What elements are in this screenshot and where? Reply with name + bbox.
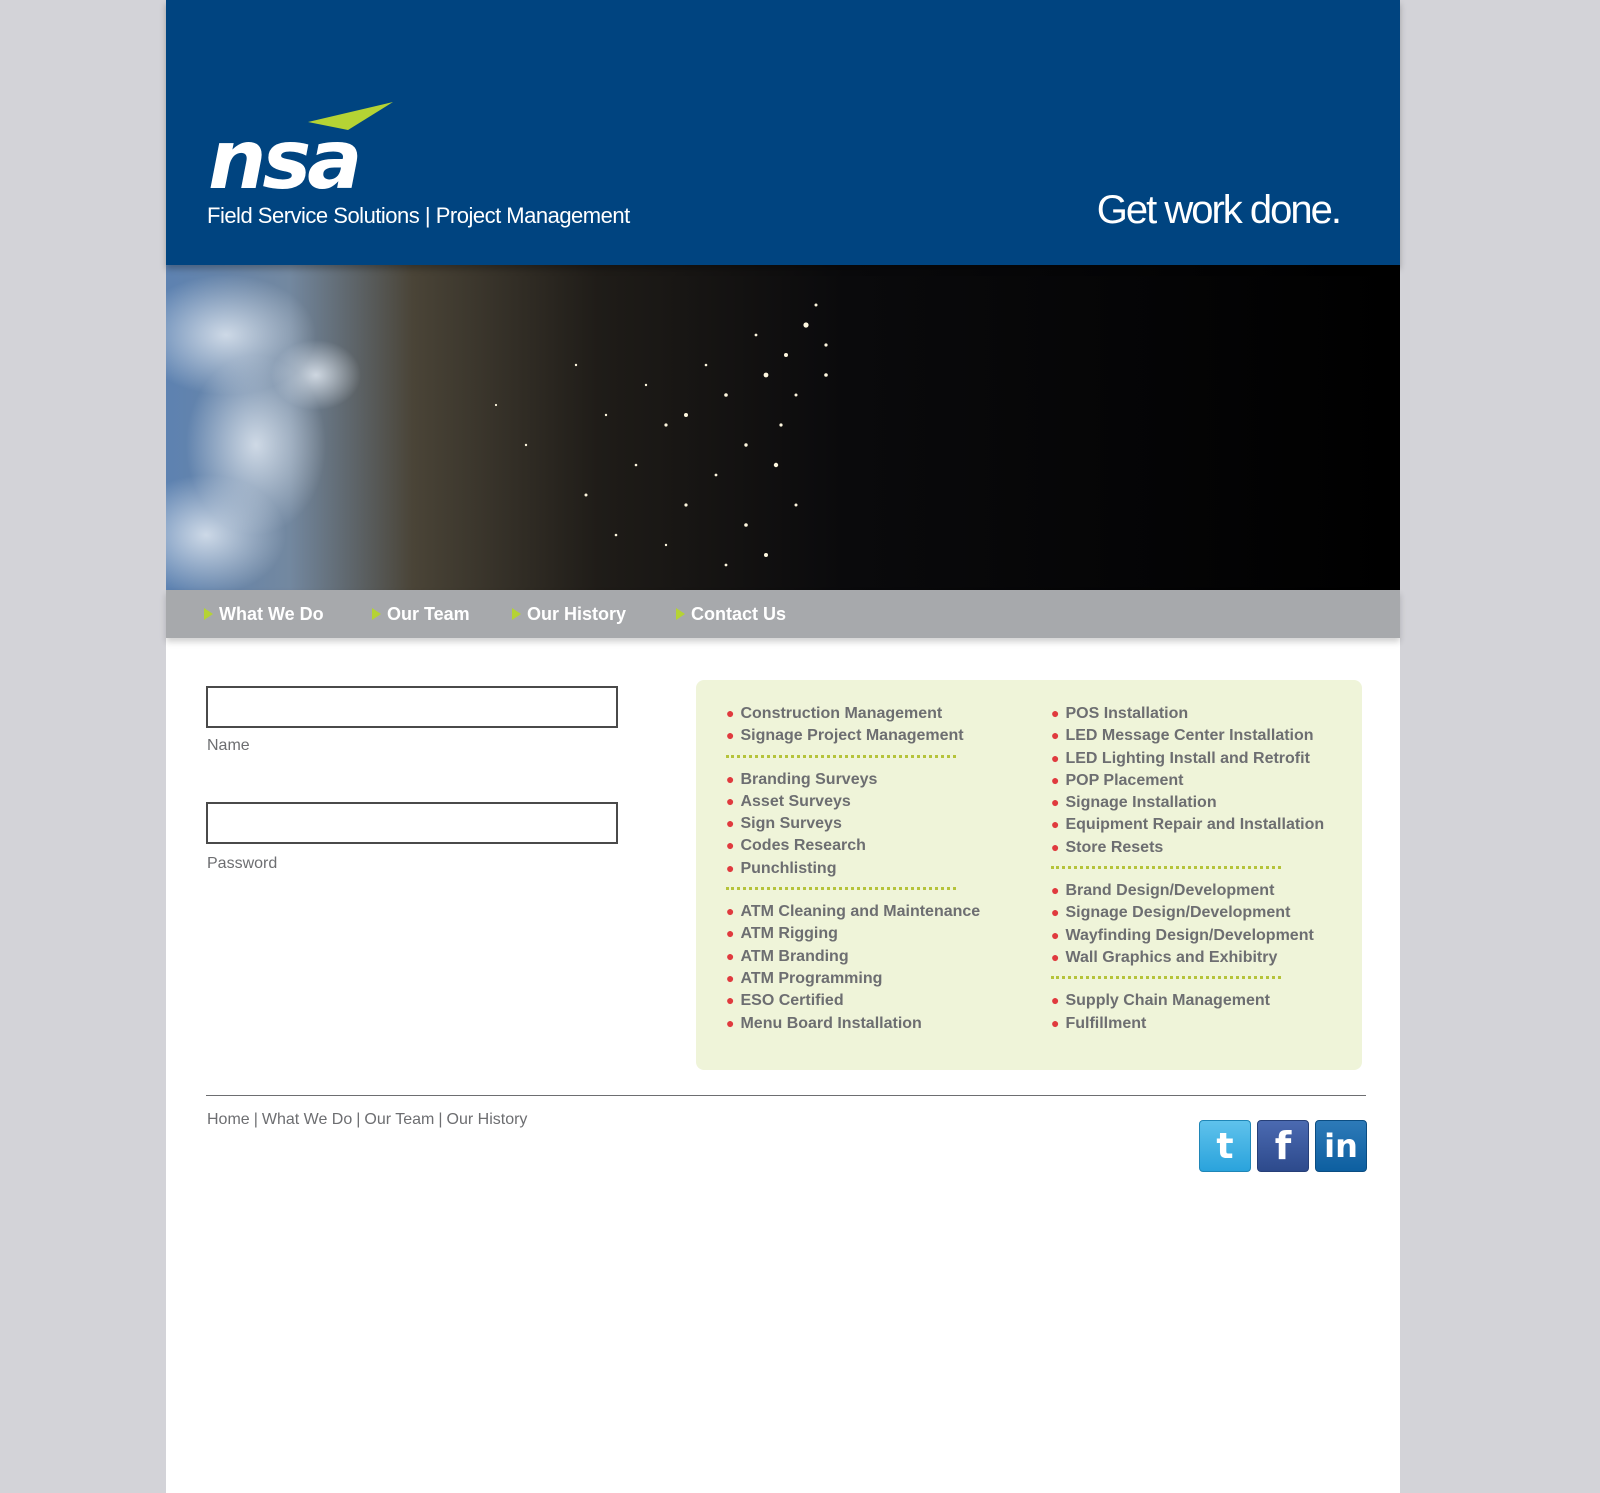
bullet-icon: ● (1051, 948, 1060, 965)
service-label: Codes Research (740, 837, 866, 855)
service-label: Store Resets (1065, 838, 1164, 856)
service-label: Fulfillment (1065, 1014, 1147, 1032)
service-item (1051, 813, 1324, 835)
bullet-icon: ● (726, 992, 735, 1009)
services-column-right (1051, 702, 1324, 1034)
services-divider (726, 755, 956, 758)
service-label: Supply Chain Management (1065, 992, 1270, 1010)
footer-links (207, 1111, 527, 1129)
service-item (726, 702, 980, 724)
tagline-services: Field Service Solutions | Project Management (207, 203, 630, 228)
bullet-icon: ● (726, 705, 735, 721)
nav-what-we-do[interactable] (204, 602, 324, 626)
nav-our-team[interactable] (372, 602, 470, 626)
footer-link-home[interactable]: Home (207, 1111, 250, 1128)
service-label: Punchlisting (740, 859, 837, 877)
footer-link-our-history[interactable]: Our History (446, 1111, 528, 1128)
footer-separator: | (356, 1111, 361, 1128)
bullet-icon: ● (726, 925, 735, 942)
bullet-icon: ● (1051, 727, 1060, 744)
service-item (726, 768, 980, 790)
page (166, 0, 1400, 1493)
bullet-icon: ● (726, 903, 735, 920)
password-label: Password (207, 855, 278, 872)
service-item (1051, 1012, 1324, 1034)
bullet-icon: ● (1051, 1014, 1060, 1031)
bullet-icon: ● (1051, 882, 1060, 899)
bullet-icon: ● (1051, 771, 1060, 788)
name-input[interactable] (208, 688, 620, 728)
services-divider (1051, 976, 1281, 979)
bullet-icon: ● (726, 837, 735, 854)
hero-earth-image (166, 265, 1400, 590)
nav-label: Our Team (387, 603, 470, 624)
service-item (1051, 769, 1324, 791)
facebook-icon[interactable] (1257, 1120, 1309, 1172)
service-label: Brand Design/Development (1065, 882, 1275, 900)
service-label: Sign Surveys (740, 815, 842, 833)
service-item (726, 812, 980, 834)
service-label: Signage Project Management (740, 727, 964, 745)
bullet-icon: ● (726, 947, 735, 964)
services-divider (726, 887, 956, 890)
footer-link-what-we-do[interactable]: What We Do (261, 1111, 353, 1128)
twitter-icon[interactable] (1199, 1120, 1251, 1172)
service-label: ESO Certified (740, 992, 844, 1010)
bullet-icon: ● (1051, 926, 1060, 943)
nav-contact-us[interactable] (676, 602, 786, 626)
service-item (1051, 747, 1324, 769)
service-item (726, 900, 980, 922)
service-item (726, 922, 980, 944)
service-label: Equipment Repair and Installation (1065, 816, 1325, 834)
name-label: Name (207, 737, 250, 754)
service-label: Asset Surveys (740, 792, 851, 810)
bullet-icon: ● (1051, 816, 1060, 833)
service-label: Wayfinding Design/Development (1065, 926, 1314, 944)
service-label: Construction Management (740, 705, 943, 722)
service-item (1051, 724, 1324, 746)
bullet-icon: ● (726, 969, 735, 986)
service-label: POP Placement (1065, 771, 1184, 789)
bullet-icon: ● (726, 1014, 735, 1031)
service-item (726, 945, 980, 967)
bullet-icon: ● (1051, 904, 1060, 921)
service-item (1051, 989, 1324, 1011)
service-label: LED Lighting Install and Retrofit (1065, 749, 1310, 767)
service-label: Signage Design/Development (1065, 904, 1291, 922)
name-field[interactable] (206, 686, 618, 728)
service-item (726, 857, 980, 879)
header (166, 0, 1400, 265)
nav-label: Contact Us (691, 603, 787, 624)
bullet-icon: ● (1051, 705, 1060, 721)
service-item (726, 724, 980, 746)
service-item (726, 967, 980, 989)
service-item (1051, 946, 1324, 968)
nav-our-history[interactable] (512, 602, 626, 626)
service-item (1051, 702, 1324, 724)
arrow-right-icon (372, 608, 381, 620)
footer-divider (206, 1095, 1366, 1096)
service-item (1051, 791, 1324, 813)
services-divider (1051, 866, 1281, 869)
bullet-icon: ● (726, 815, 735, 832)
footer-separator: | (253, 1111, 258, 1128)
services-box (696, 680, 1362, 1070)
service-label: ATM Rigging (740, 925, 838, 943)
service-item (1051, 924, 1324, 946)
services-column-left (726, 702, 980, 1034)
arrow-right-icon (204, 608, 213, 620)
service-label: Branding Surveys (740, 770, 878, 788)
main-nav (166, 590, 1400, 638)
service-item (726, 989, 980, 1011)
service-label: ATM Programming (740, 969, 883, 987)
nsa-logo[interactable] (208, 100, 408, 195)
facebook-glyph: f (1274, 1124, 1292, 1168)
tagline-slogan: Get work done. (1096, 188, 1340, 232)
bullet-icon: ● (726, 770, 735, 787)
service-label: LED Message Center Installation (1065, 727, 1314, 745)
bullet-icon: ● (726, 859, 735, 876)
service-item (1051, 901, 1324, 923)
bullet-icon: ● (726, 792, 735, 809)
bullet-icon: ● (1051, 992, 1060, 1009)
nav-label: What We Do (219, 603, 324, 624)
service-label: Menu Board Installation (740, 1014, 922, 1032)
password-input[interactable] (208, 804, 620, 844)
service-item (726, 834, 980, 856)
bullet-icon: ● (1051, 794, 1060, 811)
footer-separator: | (438, 1111, 443, 1128)
nav-label: Our History (527, 603, 627, 624)
footer-link-our-team[interactable]: Our Team (364, 1111, 435, 1128)
linkedin-glyph: in (1324, 1127, 1358, 1165)
service-label: Signage Installation (1065, 794, 1217, 812)
arrow-right-icon (676, 608, 685, 620)
service-label: ATM Branding (740, 947, 849, 965)
service-label: ATM Cleaning and Maintenance (740, 903, 981, 921)
bullet-icon: ● (726, 727, 735, 744)
bullet-icon: ● (1051, 749, 1060, 766)
svg-text:nsa: nsa (208, 113, 359, 195)
service-item (1051, 879, 1324, 901)
arrow-right-icon (512, 608, 521, 620)
service-item (1051, 836, 1324, 858)
bullet-icon: ● (1051, 838, 1060, 855)
service-label: Wall Graphics and Exhibitry (1065, 948, 1278, 966)
linkedin-icon[interactable] (1315, 1120, 1367, 1172)
service-item (726, 790, 980, 812)
service-label: POS Installation (1065, 705, 1189, 722)
password-field[interactable] (206, 802, 618, 844)
twitter-glyph: t (1216, 1125, 1234, 1167)
service-item (726, 1012, 980, 1034)
